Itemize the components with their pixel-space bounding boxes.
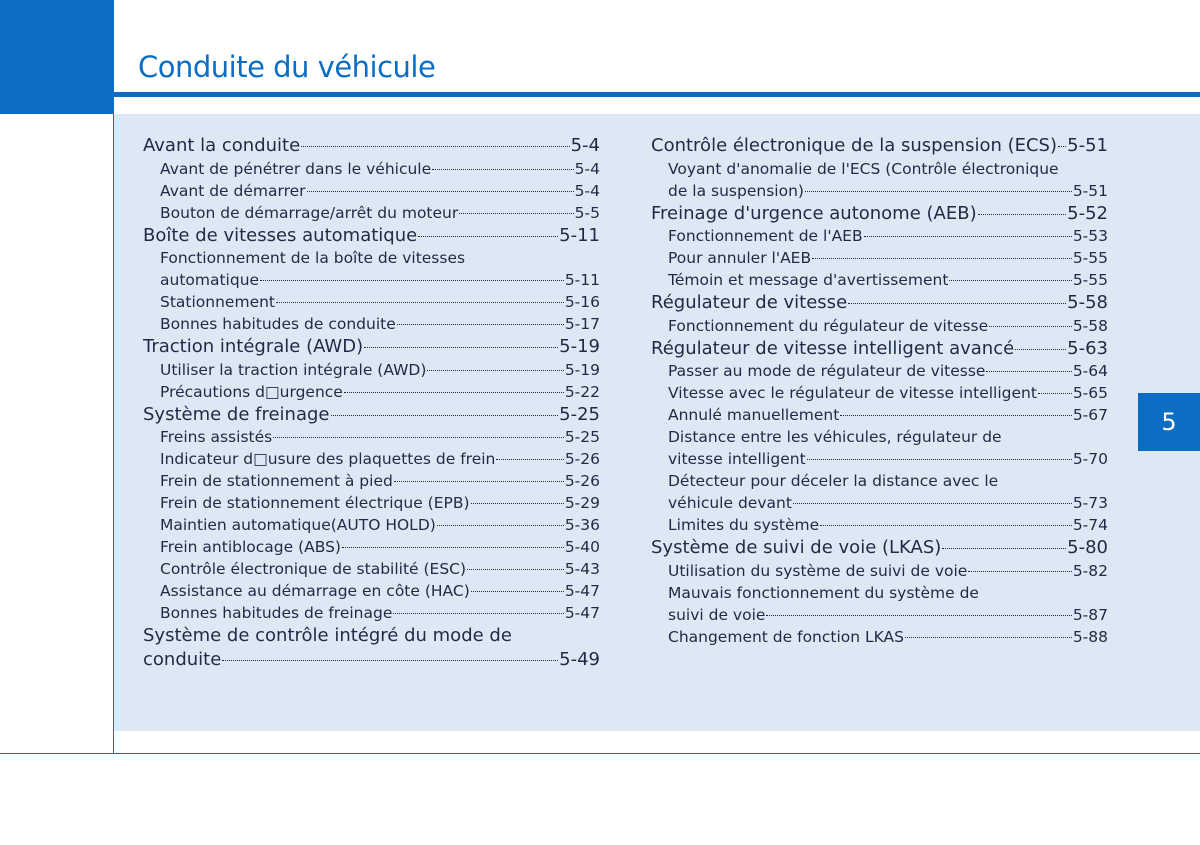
toc-dot-leader <box>364 346 558 348</box>
toc-page-number: 5-16 <box>564 293 600 311</box>
toc-subsection-entry[interactable] <box>651 626 1108 648</box>
toc-page-number: 5-19 <box>564 360 600 379</box>
toc-page-number: 5-11 <box>564 271 600 289</box>
left-margin-rule <box>113 114 114 754</box>
toc-dot-leader <box>1058 145 1066 147</box>
toc-page-number: 5-80 <box>1067 537 1108 558</box>
toc-section-entry[interactable] <box>651 291 1108 315</box>
toc-entry-title: Frein de stationnement électrique (EPB) <box>160 494 470 512</box>
toc-section-entry[interactable] <box>143 648 600 672</box>
toc-entry-title: Voyant d'anomalie de l'ECS (Contrôle électronique <box>668 159 1059 178</box>
toc-entry-title: véhicule devant <box>668 494 792 512</box>
toc-dot-leader <box>989 325 1072 327</box>
toc-subsection-entry[interactable] <box>143 359 600 381</box>
toc-page-number: 5-25 <box>564 428 600 446</box>
toc-page-number: 5-49 <box>559 648 600 670</box>
toc-page-number: 5-47 <box>564 582 600 600</box>
toc-subsection-entry[interactable] <box>143 291 600 313</box>
page-title: Conduite du véhicule <box>138 50 436 84</box>
toc-page-number: 5-25 <box>559 403 600 425</box>
toc-entry-title: Régulateur de vitesse <box>651 292 848 313</box>
toc-page-number: 5-43 <box>564 560 600 578</box>
toc-dot-leader <box>344 391 564 393</box>
toc-entry-title: Limites du système <box>668 516 820 534</box>
toc-dot-leader <box>397 323 564 325</box>
header-rule <box>114 92 1200 97</box>
toc-dot-leader <box>1038 392 1072 394</box>
toc-entry-title: Boîte de vitesses automatique <box>143 224 418 246</box>
toc-section-entry[interactable] <box>651 536 1108 560</box>
toc-entry-title: Bonnes habitudes de conduite <box>160 315 396 333</box>
toc-dot-leader <box>393 612 563 614</box>
toc-section-entry[interactable] <box>143 403 600 427</box>
toc-subsection-entry[interactable] <box>143 269 600 291</box>
toc-entry-title: Assistance au démarrage en côte (HAC) <box>160 582 470 600</box>
toc-page-number: 5-55 <box>1072 249 1108 267</box>
toc-subsection-entry[interactable] <box>143 313 600 335</box>
toc-subsection-entry[interactable] <box>143 602 600 624</box>
toc-dot-leader <box>273 436 564 438</box>
toc-entry-title: Mauvais fonctionnement du système de <box>668 583 979 602</box>
toc-page-number: 5-74 <box>1072 516 1108 534</box>
toc-subsection-entry[interactable] <box>143 158 600 180</box>
toc-entry-title: Système de suivi de voie (LKAS) <box>651 537 942 558</box>
toc-dot-leader <box>905 636 1072 638</box>
toc-entry-title: Fonctionnement de l'AEB <box>668 227 863 245</box>
toc-entry-title: Bouton de démarrage/arrêt du moteur <box>160 203 459 222</box>
toc-dot-leader <box>471 590 564 592</box>
toc-entry-title: Régulateur de vitesse intelligent avancé <box>651 337 1015 359</box>
toc-dot-leader <box>394 480 564 482</box>
toc-entry-title: Passer au mode de régulateur de vitesse <box>668 362 986 380</box>
toc-entry-title: Système de freinage <box>143 403 330 425</box>
toc-entry-title: Avant la conduite <box>143 135 301 156</box>
toc-entry-title: Témoin et message d'avertissement <box>668 271 949 289</box>
toc-entry-title: Détecteur pour déceler la distance avec le <box>668 472 999 490</box>
toc-dot-leader <box>418 235 558 237</box>
toc-subsection-entry[interactable] <box>143 514 600 536</box>
toc-page-number: 5-51 <box>1067 135 1108 156</box>
toc-entry-title: Frein de stationnement à pied <box>160 472 393 490</box>
toc-entry-title: suivi de voie <box>668 605 766 624</box>
toc-entry-title: Pour annuler l'AEB <box>668 249 812 267</box>
toc-dot-leader <box>840 414 1072 416</box>
toc-subsection-entry[interactable] <box>143 202 600 224</box>
toc-dot-leader <box>276 301 564 303</box>
toc-entry-title: Avant de démarrer <box>160 181 306 200</box>
toc-subsection-entry[interactable] <box>651 448 1108 470</box>
toc-dot-leader <box>807 458 1072 460</box>
toc-entry-title: Fonctionnement du régulateur de vitesse <box>668 316 989 335</box>
toc-page-number: 5-55 <box>1072 271 1108 289</box>
toc-entry-title: automatique <box>160 271 260 289</box>
toc-entry-title: Contrôle électronique de la suspension (ECS) <box>651 135 1058 156</box>
toc-dot-leader <box>793 502 1072 504</box>
toc-dot-leader <box>342 546 564 548</box>
toc-page-number: 5-53 <box>1072 227 1108 245</box>
toc-dot-leader <box>766 614 1071 616</box>
toc-subsection-entry[interactable] <box>651 604 1108 626</box>
toc-page-number: 5-63 <box>1067 337 1108 359</box>
toc-page-number: 5-5 <box>574 203 600 222</box>
toc-subsection-entry[interactable] <box>651 247 1108 269</box>
toc-page-number: 5-52 <box>1067 202 1108 224</box>
toc-page-number: 5-67 <box>1072 406 1108 424</box>
toc-subsection-entry[interactable] <box>651 269 1108 291</box>
toc-subsection-entry[interactable] <box>143 381 600 403</box>
toc-entry-title: Distance entre les véhicules, régulateur de <box>668 428 1002 446</box>
toc-page-number: 5-4 <box>574 181 600 200</box>
toc-entry-title: Annulé manuellement <box>668 406 840 424</box>
header-corner-block <box>0 0 114 114</box>
toc-subsection-entry[interactable] <box>143 247 600 269</box>
toc-dot-leader <box>864 235 1072 237</box>
toc-subsection-entry[interactable] <box>651 315 1108 337</box>
toc-entry-title: vitesse intelligent <box>668 450 806 468</box>
toc-page-number: 5-11 <box>559 224 600 246</box>
toc-entry-title: Changement de fonction LKAS <box>668 627 904 646</box>
toc-page-number: 5-26 <box>564 450 600 468</box>
toc-subsection-entry[interactable] <box>651 560 1108 582</box>
toc-page-number: 5-88 <box>1072 627 1108 646</box>
toc-subsection-entry[interactable] <box>651 382 1108 404</box>
toc-dot-leader <box>331 414 559 416</box>
toc-column-left <box>143 134 600 671</box>
toc-page-number: 5-73 <box>1072 494 1108 512</box>
toc-entry-title: Vitesse avec le régulateur de vitesse intelligent <box>668 384 1037 402</box>
toc-entry-title: Freins assistés <box>160 428 273 446</box>
toc-subsection-entry[interactable] <box>651 225 1108 247</box>
toc-column-right <box>651 134 1108 648</box>
toc-entry-title: Freinage d'urgence autonome (AEB) <box>651 202 977 224</box>
toc-entry-title: Précautions d□urgence <box>160 382 343 401</box>
toc-dot-leader <box>307 190 574 192</box>
toc-entry-title: de la suspension) <box>668 181 804 200</box>
toc-page-number: 5-17 <box>564 315 600 333</box>
toc-page-number: 5-87 <box>1072 605 1108 624</box>
toc-subsection-entry[interactable] <box>651 470 1108 492</box>
toc-section-entry[interactable] <box>143 335 600 359</box>
toc-entry-title: Stationnement <box>160 293 276 311</box>
toc-entry-title: Contrôle électronique de stabilité (ESC) <box>160 560 467 578</box>
toc-subsection-entry[interactable] <box>651 426 1108 448</box>
toc-page-number: 5-29 <box>564 494 600 512</box>
toc-dot-leader <box>432 168 574 170</box>
toc-page-number: 5-58 <box>1072 316 1108 335</box>
toc-dot-leader <box>467 568 564 570</box>
toc-dot-leader <box>805 190 1072 192</box>
toc-dot-leader <box>222 659 558 661</box>
toc-page-number: 5-82 <box>1072 561 1108 580</box>
toc-section-entry[interactable] <box>651 134 1108 158</box>
toc-subsection-entry[interactable] <box>143 448 600 470</box>
toc-subsection-entry[interactable] <box>651 492 1108 514</box>
toc-subsection-entry[interactable] <box>143 558 600 580</box>
toc-entry-title: conduite <box>143 648 222 670</box>
toc-dot-leader <box>1015 348 1066 350</box>
toc-page-number: 5-4 <box>570 135 600 156</box>
toc-subsection-entry[interactable] <box>143 492 600 514</box>
toc-page-number: 5-51 <box>1072 181 1108 200</box>
toc-entry-title: Maintien automatique(AUTO HOLD) <box>160 516 436 534</box>
toc-subsection-entry[interactable] <box>143 580 600 602</box>
toc-page-number: 5-40 <box>564 538 600 556</box>
toc-page-number: 5-19 <box>559 336 600 357</box>
toc-dot-leader <box>968 570 1071 572</box>
toc-subsection-entry[interactable] <box>143 426 600 448</box>
toc-section-entry[interactable] <box>651 337 1108 361</box>
toc-page-number: 5-36 <box>564 516 600 534</box>
toc-subsection-entry[interactable] <box>651 404 1108 426</box>
toc-dot-leader <box>496 458 563 460</box>
toc-page-number: 5-26 <box>564 472 600 490</box>
toc-section-entry[interactable] <box>143 624 600 648</box>
toc-subsection-entry[interactable] <box>143 180 600 202</box>
toc-dot-leader <box>471 502 564 504</box>
chapter-tab[interactable]: 5 <box>1138 393 1200 451</box>
toc-subsection-entry[interactable] <box>651 158 1108 180</box>
toc-dot-leader <box>820 524 1072 526</box>
toc-subsection-entry[interactable] <box>651 360 1108 382</box>
toc-dot-leader <box>459 212 573 214</box>
toc-dot-leader <box>427 369 563 371</box>
toc-dot-leader <box>260 279 564 281</box>
toc-entry-title: Utilisation du système de suivi de voie <box>668 561 968 580</box>
toc-entry-title: Indicateur d□usure des plaquettes de frein <box>160 450 496 468</box>
toc-subsection-entry[interactable] <box>651 582 1108 604</box>
toc-page-number: 5-65 <box>1072 384 1108 402</box>
toc-dot-leader <box>978 213 1067 215</box>
toc-page-number: 5-58 <box>1067 292 1108 313</box>
toc-subsection-entry[interactable] <box>143 470 600 492</box>
toc-dot-leader <box>942 547 1066 549</box>
toc-entry-title: Fonctionnement de la boîte de vitesses <box>160 249 466 267</box>
toc-entry-title: Bonnes habitudes de freinage <box>160 604 393 622</box>
toc-page-number: 5-4 <box>574 159 600 178</box>
toc-dot-leader <box>437 524 564 526</box>
toc-dot-leader <box>949 279 1071 281</box>
toc-page-number: 5-70 <box>1072 450 1108 468</box>
toc-page-number: 5-22 <box>564 382 600 401</box>
toc-subsection-entry[interactable] <box>143 536 600 558</box>
toc-page-number: 5-47 <box>564 604 600 622</box>
toc-entry-title: Traction intégrale (AWD) <box>143 336 364 357</box>
toc-dot-leader <box>812 257 1072 259</box>
toc-entry-title: Système de contrôle intégré du mode de <box>143 625 512 646</box>
toc-dot-leader <box>301 145 569 147</box>
footer-rule <box>0 753 1200 754</box>
toc-dot-leader <box>986 370 1071 372</box>
toc-entry-title: Frein antiblocage (ABS) <box>160 538 341 556</box>
toc-section-entry[interactable] <box>651 202 1108 226</box>
toc-page-number: 5-64 <box>1072 362 1108 380</box>
toc-entry-title: Utiliser la traction intégrale (AWD) <box>160 360 427 379</box>
toc-subsection-entry[interactable] <box>651 180 1108 202</box>
toc-dot-leader <box>848 302 1066 304</box>
toc-section-entry[interactable] <box>143 224 600 248</box>
toc-subsection-entry[interactable] <box>651 514 1108 536</box>
toc-section-entry[interactable] <box>143 134 600 158</box>
toc-entry-title: Avant de pénétrer dans le véhicule <box>160 159 432 178</box>
